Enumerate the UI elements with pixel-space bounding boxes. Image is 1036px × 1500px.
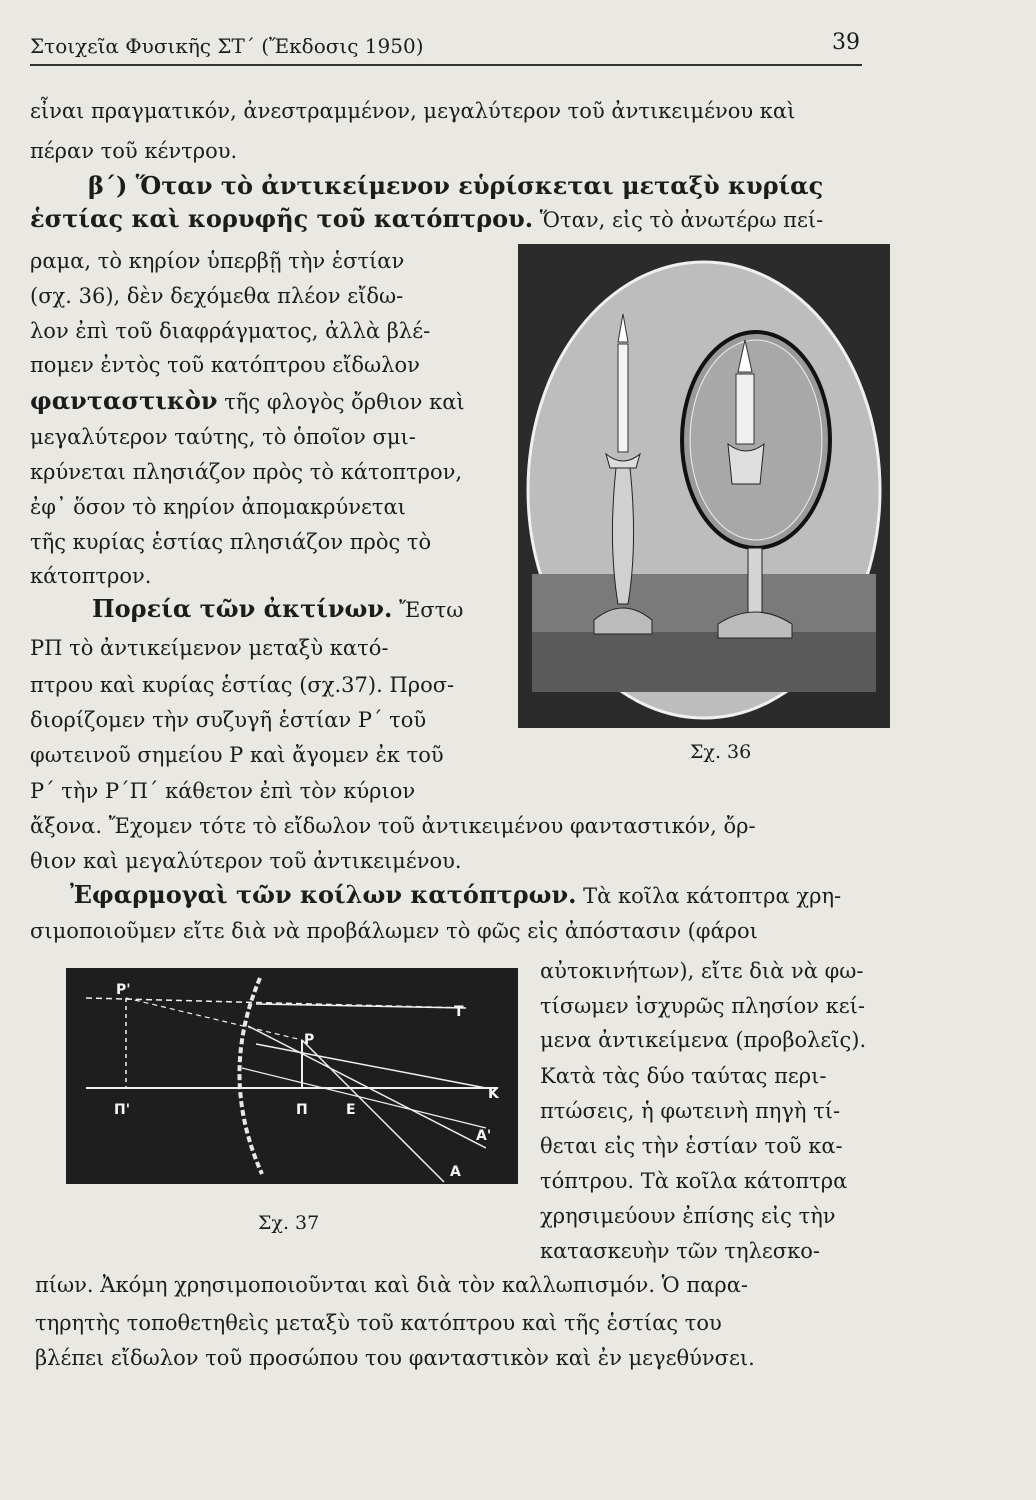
text-line: κρύνεται πλησιάζον πρὸς τὸ κάτοπτρον, (30, 460, 463, 484)
label-p-prime: P' (116, 982, 131, 998)
label-pi: Π (296, 1102, 308, 1118)
text-line: (σχ. 36), δὲν δεχόμεθα πλέον εἴδω- (30, 284, 404, 308)
text-line: πέραν τοῦ κέντρου. (30, 139, 238, 163)
text-line: κάτοπτρον. (30, 564, 152, 588)
text-line: λον ἐπὶ τοῦ διαφράγματος, ἀλλὰ βλέ- (30, 319, 431, 343)
text-line: πίων. Ἀκόμη χρησιμοποιοῦνται καὶ διὰ τὸν καλλωπισμόν. Ὁ παρα- (35, 1273, 748, 1297)
label-a: A (450, 1164, 461, 1180)
running-header (30, 30, 862, 66)
figure-37-ray-diagram (66, 968, 518, 1184)
text-line: ἑστίας καὶ κορυφῆς τοῦ κατόπτρου. Ὅταν, εἰς τὸ ἀνωτέρω πεί- (30, 204, 824, 233)
text-line: ραμα, τὸ κηρίον ὑπερβῇ τὴν ἑστίαν (30, 249, 405, 273)
text-line: τηρητὴς τοποθετηθεὶς μεταξὺ τοῦ κατόπτρου καὶ τῆς ἑστίας του (35, 1311, 722, 1335)
text-line: φανταστικὸν τῆς φλογὸς ὄρθιον καὶ (30, 386, 465, 415)
text-line: εἶναι πραγματικόν, ἀνεστραμμένον, μεγαλύτερον τοῦ ἀντικειμένου καὶ (30, 99, 796, 123)
label-pi-prime: Π' (114, 1102, 131, 1118)
text-line: μεγαλύτερον ταύτης, τὸ ὁποῖον σμι- (30, 425, 416, 449)
text-line: θιον καὶ μεγαλύτερον τοῦ ἀντικειμένου. (30, 849, 462, 873)
text-line: χρησιμεύουν ἐπίσης εἰς τὴν (540, 1204, 836, 1228)
figure-36-photo (518, 244, 890, 728)
text-line: Ρ΄ τὴν Ρ΄Π΄ κάθετον ἐπὶ τὸν κύριον (30, 779, 416, 803)
label-t: T (454, 1004, 464, 1020)
text-line: αὐτοκινήτων), εἴτε διὰ νὰ φω- (540, 959, 864, 983)
text-line: Κατὰ τὰς δύο ταύτας περι- (540, 1064, 827, 1088)
text-line: ἄξονα. Ἔχομεν τότε τὸ εἴδωλον τοῦ ἀντικειμένου φανταστικόν, ὄρ- (30, 814, 756, 838)
text-line: Ἐφαρμογαὶ τῶν κοίλων κατόπτρων. Τὰ κοῖλα κάτοπτρα χρη- (70, 880, 842, 909)
text-line: βλέπει εἴδωλον τοῦ προσώπου του φανταστικὸν καὶ ἐν μεγεθύνσει. (35, 1346, 755, 1370)
text-line: φωτεινοῦ σημείου Ρ καὶ ἄγομεν ἐκ τοῦ (30, 743, 444, 767)
figure-36-caption: Σχ. 36 (690, 741, 752, 763)
text-line: διορίζομεν τὴν συζυγῆ ἑστίαν Ρ΄ τοῦ (30, 708, 427, 732)
text-line: Πορεία τῶν ἀκτίνων. Ἔστω (92, 594, 464, 623)
text-line: ΡΠ τὸ ἀντικείμενον μεταξὺ κατό- (30, 636, 389, 660)
text-line: σιμοποιοῦμεν εἴτε διὰ νὰ προβάλωμεν τὸ φῶς εἰς ἀπόστασιν (φάροι (30, 919, 758, 943)
text-line: πτρου καὶ κυρίας ἑστίας (σχ.37). Προσ- (30, 673, 455, 697)
label-p: P (304, 1032, 315, 1048)
text-line: πτώσεις, ἡ φωτεινὴ πηγὴ τί- (540, 1099, 841, 1123)
figure-37-caption: Σχ. 37 (258, 1212, 320, 1234)
label-k: K (488, 1086, 499, 1102)
text-line: τόπτρου. Τὰ κοῖλα κάτοπτρα (540, 1169, 848, 1193)
text-line: τίσωμεν ἰσχυρῶς πλησίον κεί- (540, 994, 865, 1018)
text-line: μενα ἀντικείμενα (προβολεῖς). (540, 1028, 867, 1052)
page-number: 39 (832, 30, 860, 55)
text-line: πομεν ἐντὸς τοῦ κατόπτρου εἴδωλον (30, 353, 420, 377)
label-a-prime: A' (476, 1128, 492, 1144)
text-line: κατασκευὴν τῶν τηλεσκο- (540, 1239, 821, 1263)
label-e: E (346, 1102, 356, 1118)
text-line: θεται εἰς τὴν ἑστίαν τοῦ κα- (540, 1134, 843, 1158)
section-heading: β΄) Ὅταν τὸ ἀντικείμενον εὑρίσκεται μεταξὺ κυρίας (88, 171, 824, 200)
text-line: τῆς κυρίας ἑστίας πλησιάζον πρὸς τὸ (30, 530, 432, 554)
text-line: ἐφ᾿ ὅσον τὸ κηρίον ἀπομακρύνεται (30, 495, 406, 519)
header-title: Στοιχεῖα Φυσικῆς ΣΤ΄ (Ἔκδοσις 1950) (30, 34, 424, 58)
